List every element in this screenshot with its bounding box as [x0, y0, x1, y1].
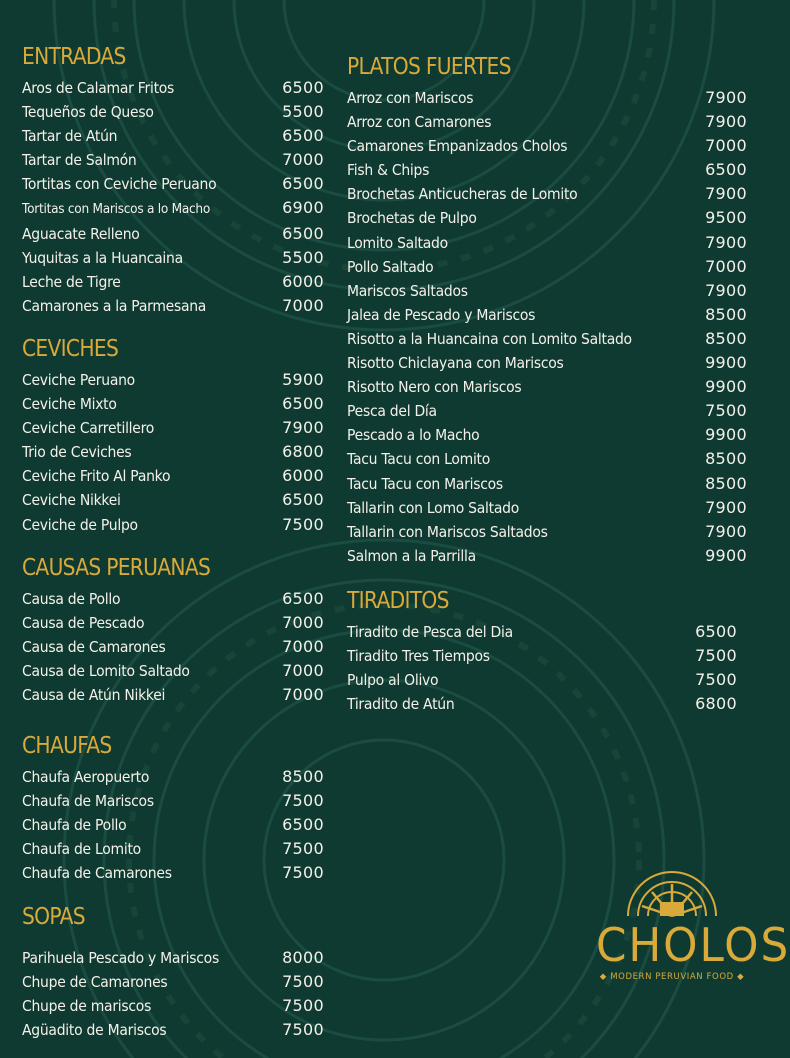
menu-item: [22, 148, 324, 172]
menu-item-name: Arroz con Camarones: [347, 113, 492, 132]
section-entradas: [22, 42, 324, 318]
menu-item-name: Ceviche Frito Al Panko: [22, 467, 171, 486]
menu-item-price: 6900: [282, 198, 324, 218]
menu-item-price: 6500: [282, 394, 324, 414]
menu-item: [347, 279, 747, 303]
menu-item: [347, 86, 747, 110]
sun-emblem-icon: [624, 868, 720, 918]
menu-item-name: Tequeños de Queso: [22, 103, 154, 122]
menu-item: [22, 635, 324, 659]
menu-item-price: 8500: [282, 767, 324, 787]
menu-item-price: 7500: [695, 645, 737, 665]
menu-item: [22, 837, 324, 861]
menu-item-name: Causa de Pescado: [22, 613, 145, 632]
menu-item: [22, 196, 324, 221]
menu-item-price: 8500: [705, 449, 747, 469]
menu-item: [22, 611, 324, 635]
menu-item-price: 9900: [705, 545, 747, 565]
menu-item: [22, 392, 324, 416]
menu-item-price: 9900: [705, 425, 747, 445]
menu-item-name: Ceviche Nikkei: [22, 491, 121, 510]
menu-item: [347, 447, 747, 471]
menu-item-price: 7500: [282, 514, 324, 534]
menu-item-name: Aguacate Relleno: [22, 224, 140, 243]
menu-item-name: Brochetas Anticucheras de Lomito: [347, 185, 578, 204]
menu-item-price: 7000: [282, 660, 324, 680]
section-platos-fuertes: [347, 52, 747, 568]
section-tiraditos: [347, 586, 737, 716]
menu-item: [22, 440, 324, 464]
menu-item-price: 7000: [282, 612, 324, 632]
menu-item-price: 7000: [282, 295, 324, 315]
menu-item-price: 7000: [282, 636, 324, 656]
section-title-ceviches: CEVICHES: [22, 335, 119, 362]
menu-item: [347, 644, 737, 668]
menu-item: [22, 172, 324, 196]
menu-item-name: Ceviche Mixto: [22, 395, 117, 414]
menu-item: [347, 206, 747, 230]
menu-item-price: 9500: [705, 208, 747, 228]
menu-item: [22, 513, 324, 537]
menu-item-price: 7000: [282, 684, 324, 704]
menu-item: [347, 544, 747, 568]
section-ceviches: [22, 334, 324, 537]
menu-item-name: Salmon a la Parrilla: [347, 546, 476, 565]
menu-item: [22, 683, 324, 707]
menu-item-name: Lomito Saltado: [347, 233, 448, 252]
menu-item: [347, 327, 747, 351]
menu-item: [347, 472, 747, 496]
menu-item-price: 7000: [705, 136, 747, 156]
menu-item-price: 7500: [282, 791, 324, 811]
menu-item-price: 9900: [705, 353, 747, 373]
menu-item: [347, 692, 737, 716]
cholos-logo: [592, 868, 790, 1008]
menu-item: [347, 134, 747, 158]
menu-item-name: Parihuela Pescado y Mariscos: [22, 948, 219, 967]
menu-item: [347, 303, 747, 327]
menu-item: [22, 294, 324, 318]
menu-item-price: 7900: [705, 497, 747, 517]
menu-item-price: 6500: [282, 588, 324, 608]
section-title-causas: CAUSAS PERUANAS: [22, 554, 211, 581]
menu-item-name: Pesca del Día: [347, 402, 437, 421]
menu-item: [22, 464, 324, 488]
menu-item-name: Risotto a la Huancaina con Lomito Saltado: [347, 329, 632, 348]
menu-item-name: Tallarin con Mariscos Saltados: [347, 522, 548, 541]
menu-item: [347, 255, 747, 279]
menu-item-name: Ceviche de Pulpo: [22, 515, 138, 534]
menu-item: [347, 351, 747, 375]
menu-item-name: Chaufa de Camarones: [22, 864, 172, 883]
menu-item-price: 6500: [282, 490, 324, 510]
menu-item-price: 6500: [695, 621, 737, 641]
menu-item-price: 7500: [282, 971, 324, 991]
menu-item-price: 8000: [282, 947, 324, 967]
menu-item-name: Camarones Empanizados Cholos: [347, 137, 568, 156]
menu-item-price: 6500: [282, 78, 324, 97]
menu-item-name: Ceviche Carretillero: [22, 419, 155, 438]
menu-item-name: Causa de Atún Nikkei: [22, 685, 166, 704]
menu-item: [22, 946, 324, 970]
menu-item-price: 7000: [705, 256, 747, 276]
menu-item-name: Tacu Tacu con Lomito: [347, 450, 491, 469]
menu-item-price: 6000: [282, 271, 324, 291]
menu-item: [22, 368, 324, 392]
menu-item-price: 7500: [282, 1019, 324, 1039]
section-title-tiraditos: TIRADITOS: [347, 587, 449, 614]
menu-item-price: 5900: [282, 369, 324, 389]
menu-item: [347, 496, 747, 520]
section-title-platos-fuertes: PLATOS FUERTES: [347, 54, 511, 80]
menu-item-price: 8500: [705, 328, 747, 348]
menu-item-price: 6500: [282, 223, 324, 243]
menu-item-name: Tiradito Tres Tiempos: [347, 646, 490, 665]
menu-item-name: Chupe de mariscos: [22, 996, 152, 1015]
menu-item-price: 5500: [282, 102, 324, 122]
menu-item-price: 6800: [282, 442, 324, 462]
menu-item-name: Chupe de Camarones: [22, 972, 168, 991]
menu-item-name: Jalea de Pescado y Mariscos: [347, 305, 536, 324]
logo-name: CHOLOS: [596, 918, 790, 972]
menu-item: [347, 399, 747, 423]
section-causas: [22, 553, 324, 707]
menu-item: [347, 620, 737, 644]
section-title-chaufas: CHAUFAS: [22, 733, 112, 760]
menu-item-price: 7900: [705, 88, 747, 107]
menu-item-price: 7500: [705, 401, 747, 421]
menu-item: [347, 375, 747, 399]
menu-item-price: 6800: [695, 694, 737, 714]
menu-item: [22, 246, 324, 270]
menu-item-name: Trio de Ceviches: [22, 443, 132, 462]
menu-item-price: 7500: [282, 839, 324, 859]
menu-item-price: 6000: [282, 466, 324, 486]
menu-item: [347, 158, 747, 182]
menu-item-name: Risotto Chiclayana con Mariscos: [347, 354, 564, 373]
menu-item: [22, 994, 324, 1018]
menu-item-name: Tallarin con Lomo Saltado: [347, 498, 519, 517]
menu-item: [22, 222, 324, 246]
menu-item-price: 7500: [282, 863, 324, 883]
menu-item: [22, 100, 324, 124]
menu-item: [347, 668, 737, 692]
menu-item: [22, 76, 324, 100]
menu-item-price: 7900: [705, 521, 747, 541]
menu-item-price: 7900: [705, 232, 747, 252]
menu-item-name: Tortitas con Ceviche Peruano: [22, 175, 217, 194]
menu-item-price: 7500: [282, 995, 324, 1015]
menu-item-name: Tortitas con Mariscos a lo Macho: [22, 201, 211, 218]
menu-item: [22, 659, 324, 683]
menu-item: [347, 231, 747, 255]
section-chaufas: [22, 731, 324, 885]
menu-item-name: Causa de Lomito Saltado: [22, 661, 190, 680]
section-title-entradas: ENTRADAS: [22, 44, 126, 70]
menu-item-name: Brochetas de Pulpo: [347, 209, 477, 228]
menu-item-price: 7900: [705, 280, 747, 300]
section-sopas: [22, 902, 324, 1042]
menu-item-price: 6500: [705, 160, 747, 180]
menu-item-name: Chaufa de Pollo: [22, 816, 127, 835]
menu-item-name: Ceviche Peruano: [22, 370, 135, 389]
menu-item-price: 8500: [705, 473, 747, 493]
menu-item: [347, 520, 747, 544]
menu-item-name: Chaufa de Mariscos: [22, 792, 154, 811]
menu-item-name: Causa de Pollo: [22, 589, 121, 608]
menu-item-name: Fish & Chips: [347, 161, 430, 180]
menu-item: [22, 1018, 324, 1042]
menu-item: [22, 970, 324, 994]
menu-item-price: 6500: [282, 815, 324, 835]
menu-item-name: Mariscos Saltados: [347, 281, 468, 300]
menu-item: [22, 488, 324, 512]
section-title-sopas: SOPAS: [22, 903, 85, 930]
menu-item: [347, 182, 747, 206]
menu-item: [22, 861, 324, 885]
menu-item: [22, 813, 324, 837]
menu-item: [22, 765, 324, 789]
menu-item: [22, 789, 324, 813]
menu-item-price: 7000: [282, 150, 324, 170]
menu-item-price: 8500: [705, 304, 747, 324]
logo-tagline: ◆ MODERN PERUVIAN FOOD ◆: [599, 972, 745, 982]
menu-item-name: Tartar de Atún: [22, 127, 118, 146]
right-column: [347, 52, 747, 732]
menu-item-price: 9900: [705, 377, 747, 397]
menu-item: [22, 416, 324, 440]
logo-tagline-text: MODERN PERUVIAN FOOD: [610, 972, 734, 982]
menu-item-name: Pescado a lo Macho: [347, 426, 480, 445]
menu-item-name: Yuquitas a la Huancaina: [22, 248, 183, 267]
menu-item-name: Causa de Camarones: [22, 637, 166, 656]
menu-item: [22, 124, 324, 148]
menu-item-name: Leche de Tigre: [22, 272, 121, 291]
menu-item: [22, 270, 324, 294]
menu-item-name: Camarones a la Parmesana: [22, 296, 207, 315]
menu-item-name: Tartar de Salmón: [22, 151, 137, 170]
menu-item-name: Pulpo al Olivo: [347, 671, 439, 690]
menu-item-name: Chaufa Aeropuerto: [22, 768, 150, 787]
menu-item: [22, 587, 324, 611]
menu-item: [347, 110, 747, 134]
menu-item-price: 7900: [705, 184, 747, 204]
menu-item-name: Tacu Tacu con Mariscos: [347, 474, 503, 493]
menu-item-price: 6500: [282, 174, 324, 194]
menu-item-name: Tiradito de Atún: [347, 695, 455, 714]
menu-item-price: 5500: [282, 247, 324, 267]
menu-item-name: Pollo Saltado: [347, 257, 434, 276]
menu-item-price: 7900: [705, 112, 747, 132]
left-column: [22, 42, 324, 1058]
menu-item: [347, 423, 747, 447]
menu-item-name: Arroz con Mariscos: [347, 89, 474, 107]
menu-item-name: Risotto Nero con Mariscos: [347, 378, 522, 397]
menu-item-name: Aros de Calamar Fritos: [22, 79, 175, 97]
menu-item-name: Tiradito de Pesca del Dia: [347, 622, 513, 641]
menu-item-price: 7500: [695, 670, 737, 690]
menu-item-price: 7900: [282, 418, 324, 438]
menu-item-name: Agüadito de Mariscos: [22, 1020, 167, 1039]
menu-item-price: 6500: [282, 126, 324, 146]
menu-item-name: Chaufa de Lomito: [22, 840, 141, 859]
